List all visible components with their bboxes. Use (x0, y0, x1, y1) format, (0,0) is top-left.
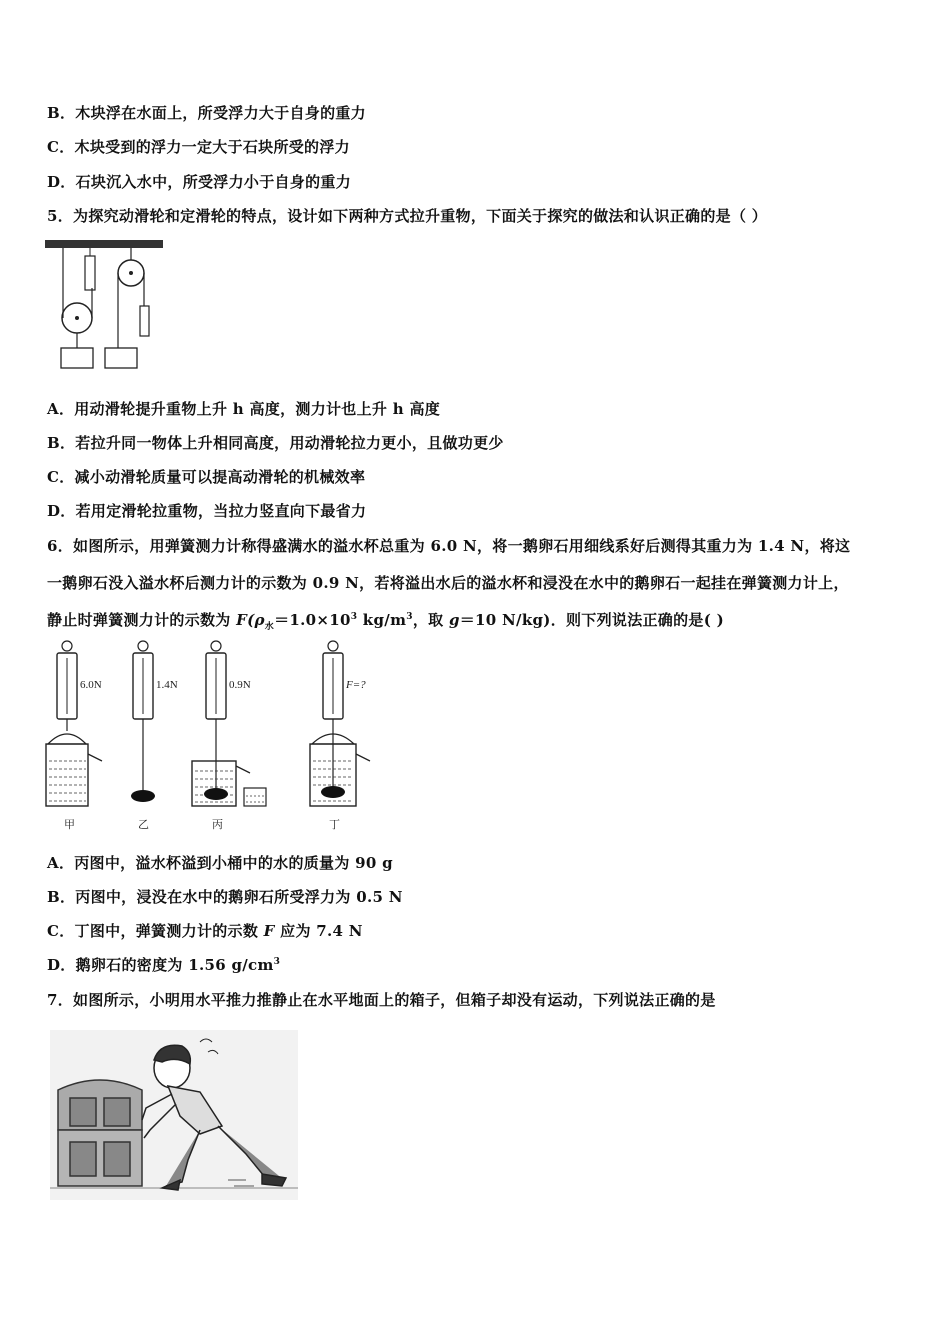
q6-option-a: A．丙图中，溢水杯溢到小桶中的水的质量为 90 g (47, 854, 393, 872)
q5-option-d: D．若用定滑轮拉重物，当拉力竖直向下最省力 (47, 502, 367, 520)
q6-option-c: C．丁图中，弹簧测力计的示数 F 应为 7.4 N (47, 922, 363, 940)
q6-stem-line2: 一鹅卵石没入溢水杯后测力计的示数为 0.9 N，若将溢出水后的溢水杯和浸没在水中的鹅卵石一起挂在弹簧测力计上， (47, 574, 849, 592)
boy-pushing-box-illustration (50, 1030, 298, 1200)
reading-ding: F=? (346, 679, 366, 691)
q5-option-c: C．减小动滑轮质量可以提高动滑轮的机械效率 (47, 468, 366, 486)
scale-ding (310, 641, 370, 831)
q6-stem-line3: 静止时弹簧测力计的示数为 $F(\rho_水=1.0\times 10^3$ $kg/m^3$，取 g＝10 N/kg)．则下列说法正确的是( ) (47, 611, 725, 632)
label-yi: 乙 (138, 819, 149, 831)
q5-option-a: A．用动滑轮提升重物上升 h 高度，测力计也上升 h 高度 (47, 400, 441, 418)
spring-scale-right (140, 306, 149, 336)
q5-stem: 5．为探究动滑轮和定滑轮的特点，设计如下两种方式拉升重物，下面关于探究的做法和认识正确的是（ ） (47, 207, 768, 225)
pebble-bing (204, 788, 228, 800)
weight-right (105, 348, 137, 368)
scale-bing (192, 641, 266, 831)
ceiling-bar (45, 240, 163, 248)
chest (58, 1080, 142, 1186)
q6-option-d: D．鹅卵石的密度为 1.56 $g/cm^3$ (47, 956, 281, 974)
label-ding: 丁 (329, 819, 340, 831)
q6-option-b: B．丙图中，浸没在水中的鹅卵石所受浮力为 0.5 N (47, 888, 403, 906)
small-bucket (244, 788, 266, 806)
q4-option-d: D．石块沉入水中，所受浮力小于自身的重力 (47, 173, 352, 191)
spring-scale-left (85, 256, 95, 290)
spring-scale-diagram (40, 636, 390, 836)
q7-stem: 7．如图所示，小明用水平推力推静止在水平地面上的箱子，但箱子却没有运动，下列说法正确的是 (47, 991, 716, 1009)
pebble-yi (131, 790, 155, 802)
reading-jia: 6.0N (80, 679, 102, 691)
label-jia: 甲 (64, 819, 75, 831)
pulley-diagram (45, 238, 165, 373)
weight-left (61, 348, 93, 368)
q5-option-b: B．若拉升同一物体上升相同高度，用动滑轮拉力更小，且做功更少 (47, 434, 504, 452)
q4-option-c: C．木块受到的浮力一定大于石块所受的浮力 (47, 138, 350, 156)
label-bing: 丙 (212, 819, 223, 831)
reading-yi: 1.4N (156, 679, 178, 691)
scale-yi (131, 641, 178, 831)
reading-bing: 0.9N (229, 679, 251, 691)
q6-stem-line1: 6．如图所示，用弹簧测力计称得盛满水的溢水杯总重为 6.0 N，将一鹅卵石用细线系好后测得其重力为 1.4 N，将这 (47, 537, 851, 555)
overflow-cup-jia (46, 744, 88, 806)
scale-jia (46, 641, 102, 831)
pebble-ding (321, 786, 345, 798)
q4-option-b: B．木块浮在水面上，所受浮力大于自身的重力 (47, 104, 366, 122)
